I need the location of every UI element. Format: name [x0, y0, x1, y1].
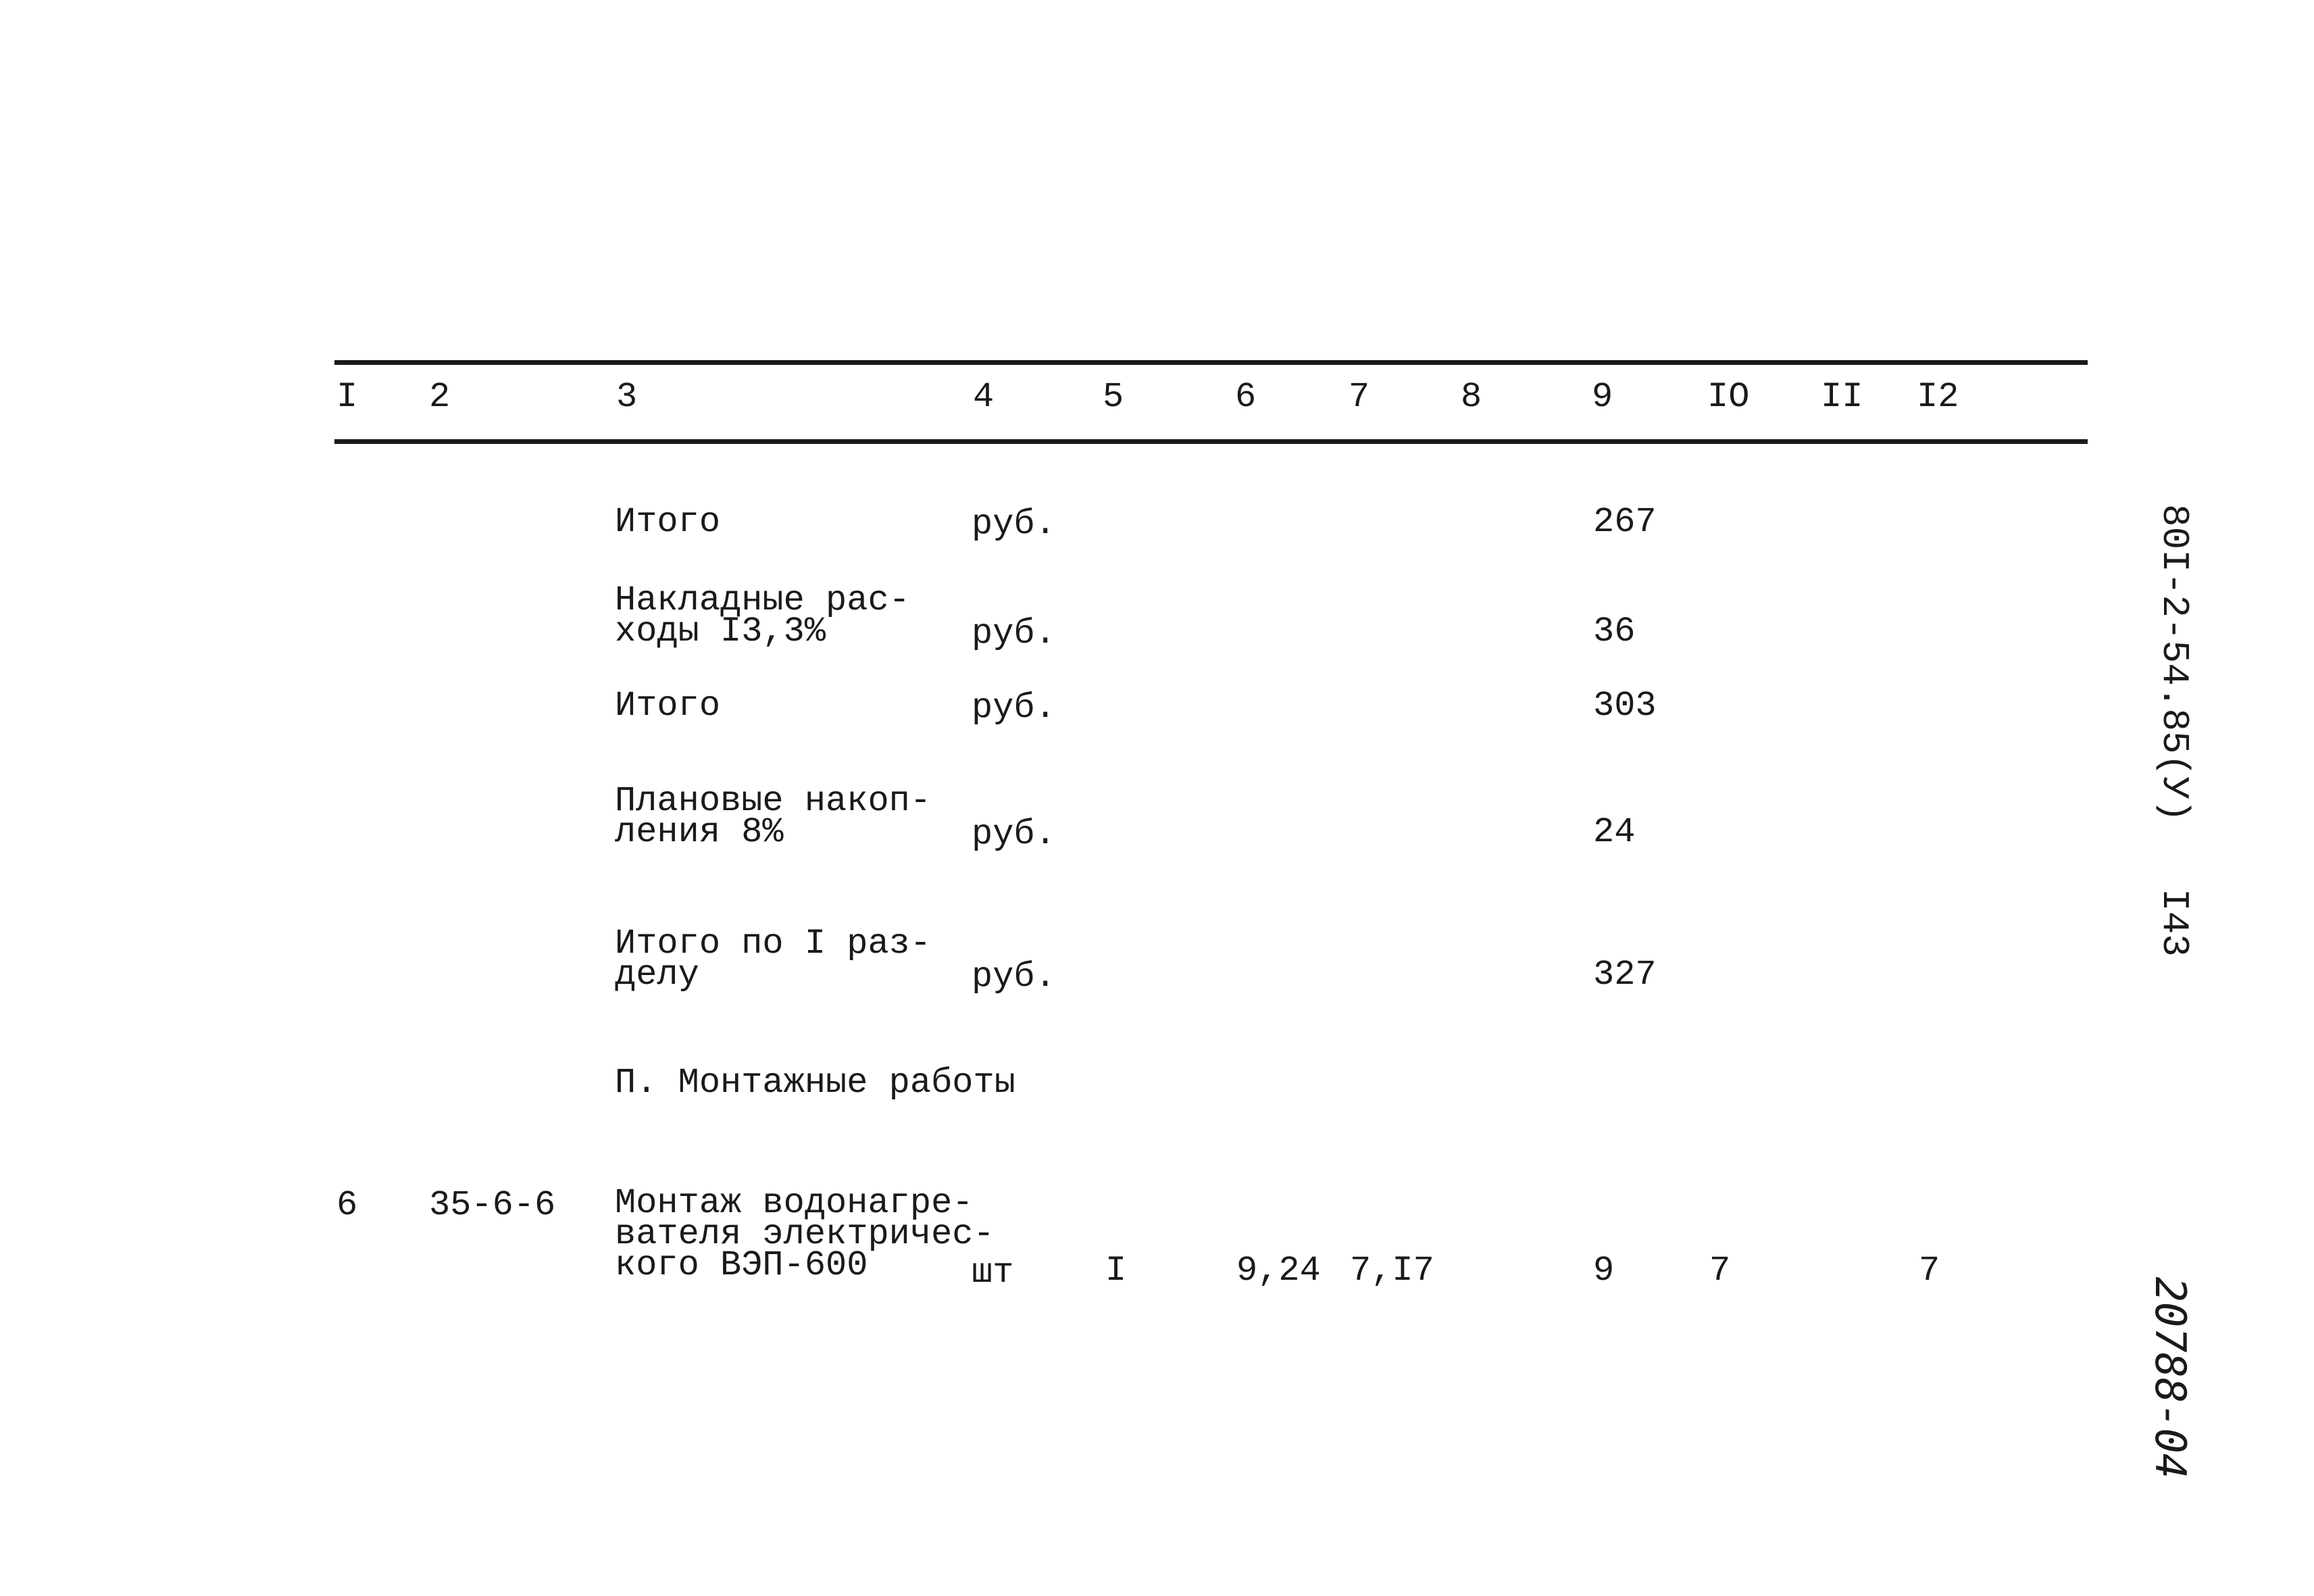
row-name: Итого по I раз- делу	[615, 924, 932, 995]
row-name: Плановые накоп- ления 8%	[615, 781, 932, 852]
row-col9-value: 36	[1593, 612, 1636, 651]
col-header-7: 7	[1349, 377, 1370, 417]
item-col12-value: 7	[1919, 1251, 1940, 1291]
col-header-2: 2	[429, 377, 451, 417]
col-header-11: II	[1821, 377, 1863, 417]
row-name: Итого	[615, 686, 721, 726]
item-number: 6	[336, 1185, 358, 1225]
row-name: Накладные рас- ходы I3,3%	[615, 580, 910, 651]
item-col9-value: 9	[1593, 1251, 1615, 1291]
row-col9-value: 24	[1593, 812, 1636, 852]
item-quantity: I	[1105, 1251, 1127, 1291]
row-col9-value: 267	[1593, 502, 1657, 542]
col-header-1: I	[336, 377, 358, 417]
col-header-4: 4	[973, 377, 995, 417]
margin-page-number: I43	[2153, 889, 2196, 957]
row-unit: руб.	[972, 614, 1056, 653]
col-header-5: 5	[1103, 377, 1124, 417]
col-header-6: 6	[1235, 377, 1257, 417]
margin-stamp: 20788-04	[2146, 1276, 2195, 1479]
row-unit: руб.	[972, 688, 1056, 728]
row-unit: руб.	[972, 814, 1056, 854]
row-col9-value: 327	[1593, 955, 1657, 995]
col-header-12: I2	[1917, 377, 1959, 417]
row-col9-value: 303	[1593, 686, 1657, 726]
col-header-8: 8	[1461, 377, 1482, 417]
col-header-9: 9	[1592, 377, 1613, 417]
col-header-3: 3	[616, 377, 638, 417]
row-unit: руб.	[972, 504, 1056, 544]
item-name: Монтаж водонагре- вателя электричес- кого ВЭП-600	[615, 1183, 995, 1285]
item-col10-value: 7	[1709, 1251, 1731, 1291]
item-col7-value: 7,I7	[1350, 1251, 1434, 1291]
row-unit: руб.	[972, 957, 1056, 997]
row-name: Итого	[615, 502, 721, 542]
header-bottom-rule	[334, 439, 2088, 444]
section-title: П. Монтажные работы	[615, 1063, 1015, 1103]
item-col6-value: 9,24	[1236, 1251, 1321, 1291]
col-header-10: IO	[1707, 377, 1750, 417]
header-top-rule	[334, 360, 2088, 365]
item-unit: шт	[972, 1253, 1014, 1293]
margin-doc-code: 80I-2-54.85(У)	[2153, 504, 2196, 822]
item-code: 35-6-6	[429, 1185, 556, 1225]
